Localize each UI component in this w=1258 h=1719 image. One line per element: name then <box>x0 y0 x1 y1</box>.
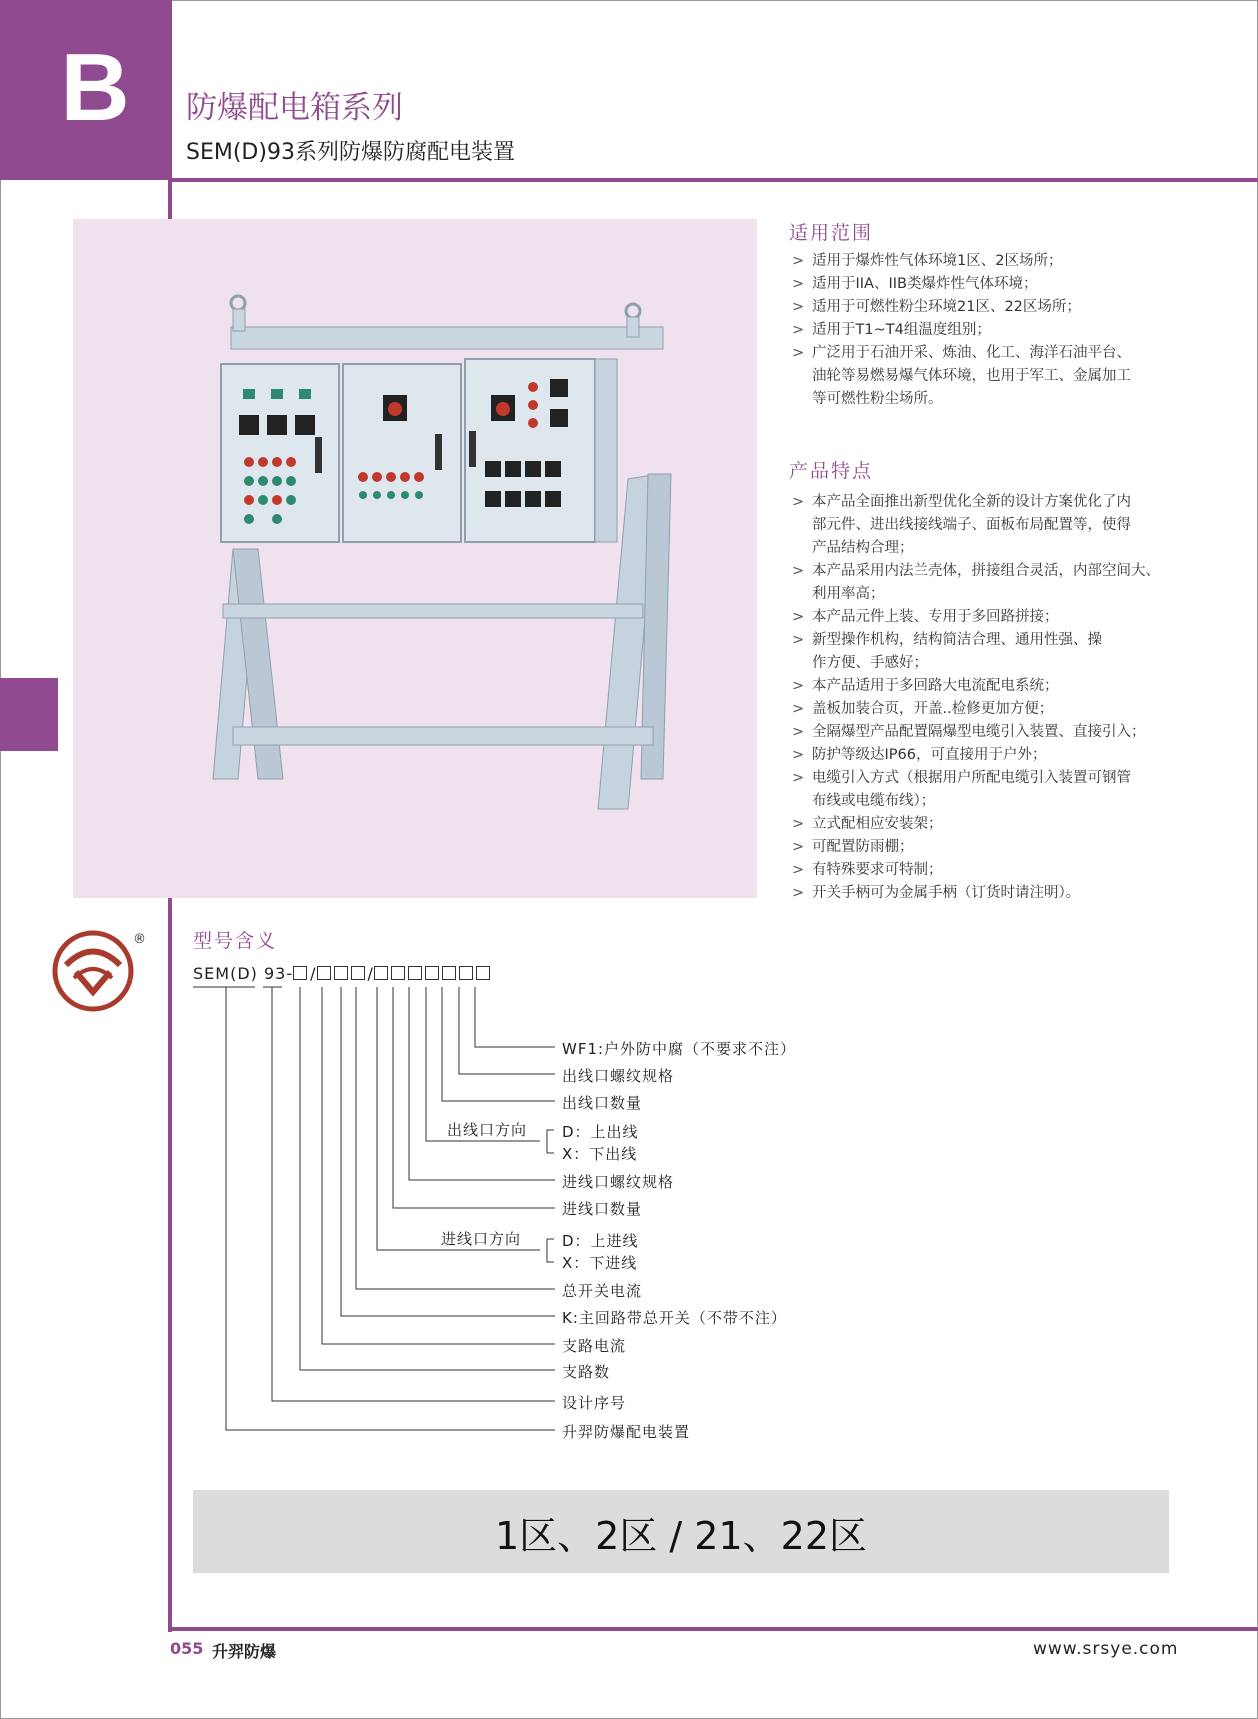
label-wf1: WF1:户外防中腐（不要求不注） <box>562 1040 797 1058</box>
label-k: K:主回路带总开关（不带不注） <box>562 1309 787 1327</box>
features-item-text: 本产品元件上装、专用于多回路拼接； <box>812 609 1059 625</box>
code-sep: / <box>310 964 317 983</box>
page-title: 防爆配电箱系列 <box>186 90 403 126</box>
features-item-text: 新型操作机构，结构简洁合理、通用性强、操 <box>812 632 1102 648</box>
features-item-text: 可配置防雨棚； <box>812 839 914 855</box>
label-in-count: 进线口数量 <box>562 1200 643 1218</box>
features-item-text: 全隔爆型产品配置隔爆型电缆引入装置、直接引入； <box>812 724 1146 740</box>
features-item-text: 立式配相应安装架； <box>812 816 943 832</box>
label-in-d: D：上进线 <box>562 1232 639 1250</box>
footer-brand: 升羿防爆 <box>212 1642 277 1661</box>
bullet-icon: > <box>792 253 805 269</box>
features-item-text: 部元件、进出线接线端子、面板布局配置等，使得 <box>812 517 1131 533</box>
features-item-text: 作方便、手感好； <box>812 655 928 671</box>
bullet-icon: > <box>792 322 805 338</box>
label-in-dir: 进线口方向 <box>441 1230 522 1248</box>
features-item-text: 防护等级达IP66，可直接用于户外； <box>812 747 1047 763</box>
bullet-icon: > <box>792 862 805 878</box>
label-out-count: 出线口数量 <box>562 1094 643 1112</box>
bullet-icon: > <box>792 678 805 694</box>
bullet-icon: > <box>792 885 805 901</box>
label-device: 升羿防爆配电装置 <box>562 1423 691 1441</box>
features-item-text: 产品结构合理； <box>812 540 914 556</box>
label-in-thread: 进线口螺纹规格 <box>562 1173 675 1191</box>
label-out-dir: 出线口方向 <box>447 1121 528 1139</box>
features-item-text: 本产品采用内法兰壳体，拼接组合灵活，内部空间大、 <box>812 563 1160 579</box>
features-item-text: 本产品全面推出新型优化全新的设计方案优化了内 <box>812 494 1131 510</box>
bullet-icon: > <box>792 701 805 717</box>
scope-item-text: 等可燃性粉尘场所。 <box>812 391 943 407</box>
scope-item-text: 适用于爆炸性气体环境1区、2区场所； <box>812 253 1063 269</box>
features-item-text: 本产品适用于多回路大电流配电系统； <box>812 678 1059 694</box>
label-branch-current: 支路电流 <box>562 1337 627 1355</box>
bullet-icon: > <box>792 839 805 855</box>
label-main-current: 总开关电流 <box>562 1282 643 1300</box>
features-heading: 产品特点 <box>789 460 874 482</box>
features-item-text: 电缆引入方式（根据用户所配电缆引入装置可钢管 <box>812 770 1131 786</box>
label-in-x: X：下进线 <box>562 1254 638 1272</box>
scope-item-text: 适用于T1~T4组温度组别； <box>812 322 991 338</box>
bullet-icon: > <box>792 816 805 832</box>
bullet-icon: > <box>792 563 805 579</box>
footer-divider <box>168 1627 1258 1631</box>
bullet-icon: > <box>792 770 805 786</box>
model-heading: 型号含义 <box>193 930 278 952</box>
scope-item-text: 适用于IIA、IIB类爆炸性气体环境； <box>812 276 1038 292</box>
scope-item-text: 油轮等易燃易爆气体环境，也用于军工、金属加工 <box>812 368 1131 384</box>
model-prefix: SEM(D) <box>193 964 258 983</box>
section-letter: B <box>60 34 130 141</box>
bullet-icon: > <box>792 747 805 763</box>
zones-text: 1区、2区 / 21、22区 <box>494 1514 868 1558</box>
label-out-x: X：下出线 <box>562 1145 638 1163</box>
bullet-icon: > <box>792 609 805 625</box>
page-subtitle: SEM(D)93系列防爆防腐配电装置 <box>186 140 515 165</box>
scope-item-text: 适用于可燃性粉尘环境21区、22区场所； <box>812 299 1081 315</box>
label-branch-count: 支路数 <box>562 1363 611 1381</box>
label-design-no: 设计序号 <box>562 1394 627 1412</box>
page-number: 055 <box>170 1639 204 1658</box>
code-sep: / <box>367 964 374 983</box>
features-item-text: 盖板加装合页，开盖..检修更加方便； <box>812 701 1054 717</box>
scope-item-text: 广泛用于石油开采、炼油、化工、海洋石油平台、 <box>812 345 1131 361</box>
scope-heading: 适用范围 <box>789 222 874 244</box>
bullet-icon: > <box>792 345 805 361</box>
bullet-icon: > <box>792 632 805 648</box>
label-out-thread: 出线口螺纹规格 <box>562 1067 675 1085</box>
label-out-d: D：上出线 <box>562 1123 639 1141</box>
registered-mark: ® <box>133 932 146 947</box>
bullet-icon: > <box>792 299 805 315</box>
bullet-icon: > <box>792 276 805 292</box>
features-item-text: 布线或电缆布线）； <box>812 793 936 809</box>
model-series: 93- <box>263 964 294 983</box>
features-item-text: 开关手柄可为金属手柄（订货时请注明）。 <box>812 885 1081 901</box>
bullet-icon: > <box>792 494 805 510</box>
features-item-text: 利用率高； <box>812 586 885 602</box>
footer-url[interactable]: www.srsye.com <box>1033 1639 1179 1659</box>
bullet-icon: > <box>792 724 805 740</box>
features-item-text: 有特殊要求可特制； <box>812 862 943 878</box>
